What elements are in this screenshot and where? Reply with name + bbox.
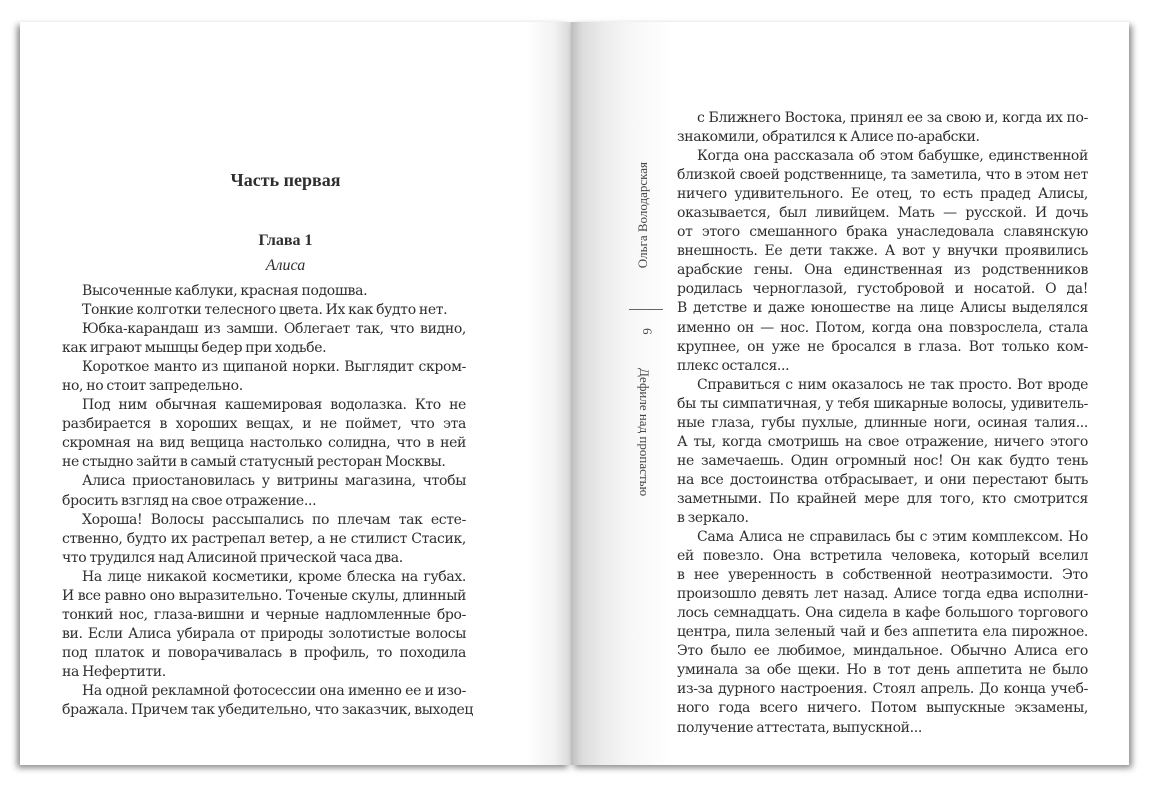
text-line: в зеркало. xyxy=(677,509,749,526)
paragraph xyxy=(62,511,466,568)
paragraph xyxy=(62,568,466,682)
text-line: бы ты симпатичная, у тебя шикарные волосы, удивитель- xyxy=(677,395,1088,412)
text-line: Хороша! Волосы рассыпались по плечам так есте- xyxy=(82,511,466,528)
text-line: Высоченные каблуки, красная подошва. xyxy=(82,283,368,299)
right-page xyxy=(571,22,1129,765)
paragraph xyxy=(677,147,1088,376)
text-line: лось семнадцать. Она сидела в кафе большого торгового xyxy=(677,605,1088,622)
text-line: центра, пила зеленый чай и без аппетита ела пирожное. xyxy=(677,624,1088,641)
left-page-body xyxy=(62,282,474,720)
text-line: арабские гены. Она единственная из родственников xyxy=(677,262,1088,279)
text-line: произошло девять лет назад. Алисе тогда едва исполни- xyxy=(677,586,1088,603)
running-head-author: Ольга Володарская xyxy=(635,162,650,269)
text-line: но, но стоит запредельно. xyxy=(62,378,243,395)
text-line: В детстве и даже юношестве на лице Алисы выделялся xyxy=(677,300,1088,317)
text-line: под платок и поворачивалась в профиль, то походила xyxy=(62,644,466,661)
text-line: в нее уверенность в собственной неотразимости. Это xyxy=(677,567,1088,584)
text-line: ные глаза, губы пухлые, длинные ноги, осиная талия... xyxy=(677,414,1088,431)
text-line: бражала. Причем так убедительно, что заказчик, выходец xyxy=(62,702,474,719)
paragraph xyxy=(62,472,466,510)
text-line: как играют мышцы бедер при ходьбе. xyxy=(62,340,327,357)
paragraph xyxy=(677,109,1088,147)
text-line: ственно, будто их растрепал ветер, а не стилист Стасик, xyxy=(62,530,466,547)
text-line: не замечаешь. Один огромный нос! Он как будто тень xyxy=(677,452,1088,469)
text-line: ничего удивительного. Ее отец, то есть прадед Алисы, xyxy=(677,186,1088,203)
text-line: Алиса приостановилась у витрины магазина, чтобы xyxy=(82,473,466,490)
text-line: на Нефертити. xyxy=(62,663,166,680)
text-line: Тонкие колготки телесного цвета. Их как будто нет. xyxy=(82,302,448,319)
text-line: Сама Алиса не справилась бы с этим комплексом. Но xyxy=(697,529,1088,546)
text-line: И все равно оно выразительно. Точеные скулы, длинный xyxy=(62,587,466,604)
text-line: Юбка-карандаш из замши. Облегает так, что видно, xyxy=(82,321,466,338)
text-line: тонкий нос, глаза-вишни и черные надломленные бро- xyxy=(62,606,466,623)
chapter-subtitle: Алиса xyxy=(265,257,306,274)
text-line: оказывается, был ливийцем. Мать — русской. И дочь xyxy=(677,205,1088,222)
text-line: от этого смешанного брака унаследовала славянскую xyxy=(677,224,1088,241)
text-line: именно он — нос. Потом, когда она повзрослела, стала xyxy=(677,319,1088,336)
paragraph xyxy=(62,682,474,720)
paragraph xyxy=(677,376,1088,528)
text-line: скромная на вид вещица настолько солидна, что в ней xyxy=(62,435,466,452)
paragraph xyxy=(62,358,466,396)
text-line: Это было ее любимое, миндальное. Обычно Алиса его xyxy=(677,643,1088,660)
right-page-body xyxy=(677,109,1088,738)
paragraph xyxy=(62,396,466,472)
text-line: ного года всего ничего. Потом выпускные экзамены, xyxy=(677,700,1088,717)
text-line: А ты, когда смотришь на свое отражение, ничего этого xyxy=(677,433,1088,450)
text-line: внешность. Ее дети также. А вот у внучки проявились xyxy=(677,243,1088,260)
text-line: родилась черноглазой, густобровой и носатой. О да! xyxy=(677,281,1088,298)
text-line: Под ним обычная кашемировая водолазка. Кто не xyxy=(82,397,466,414)
text-line: из-за дурного настроения. Стоял апрель. До конца учеб- xyxy=(677,681,1088,698)
text-line: плекс остался... xyxy=(677,357,790,374)
text-line: Короткое манто из щипаной норки. Выглядит скром- xyxy=(82,359,466,376)
text-line: Когда она рассказала об этом бабушке, единственной xyxy=(697,148,1088,165)
text-line: близкой своей родственнице, та заметила, что в этом нет xyxy=(677,167,1088,184)
text-line: с Ближнего Востока, принял ее за свою и, когда их по- xyxy=(697,110,1088,126)
text-line: На лице никакой косметики, кроме блеска на губах. xyxy=(82,568,466,585)
text-line: бросить взгляд на свое отражение... xyxy=(62,492,317,509)
running-head-book-title: Дефиле над пропастью xyxy=(637,368,652,497)
text-line: крупнее, он уже не бросался в глаза. Вот только ком- xyxy=(677,338,1088,355)
text-line: На одной рекламной фотосессии она именно ее и изо- xyxy=(82,682,466,699)
text-line: что трудился над Алисиной прической часа два. xyxy=(62,549,403,566)
text-line: получение аттестата, выпускной... xyxy=(677,719,922,736)
text-line: ви. Если Алиса убирала от природы золотистые волосы xyxy=(62,625,466,642)
running-head-divider xyxy=(629,309,663,310)
text-line: знакомили, обратился к Алисе по-арабски. xyxy=(677,129,980,146)
text-line: ей повезло. Она встретила человека, который вселил xyxy=(677,548,1088,565)
paragraph xyxy=(62,301,466,320)
text-line: Справиться с ним оказалось не так просто. Вот вроде xyxy=(697,376,1088,393)
paragraph xyxy=(62,320,466,358)
left-page xyxy=(20,22,571,765)
text-line: не стыдно зайти в самый статусный ресторан Москвы. xyxy=(62,454,446,471)
paragraph xyxy=(677,528,1088,738)
chapter-title: Глава 1 xyxy=(258,232,313,249)
text-line: уминала за обе щеки. Но в тот день аппетита не было xyxy=(677,662,1088,679)
text-line: на все достоинства отбрасывает, и они перестают быть xyxy=(677,471,1088,488)
paragraph xyxy=(62,282,466,301)
text-line: заметными. По крайней мере для того, кто смотрится xyxy=(677,490,1088,507)
text-line: разбирается в хороших вещах, и не поймет, что эта xyxy=(62,416,466,433)
part-title: Часть первая xyxy=(230,170,341,190)
page-number: 6 xyxy=(640,328,655,335)
